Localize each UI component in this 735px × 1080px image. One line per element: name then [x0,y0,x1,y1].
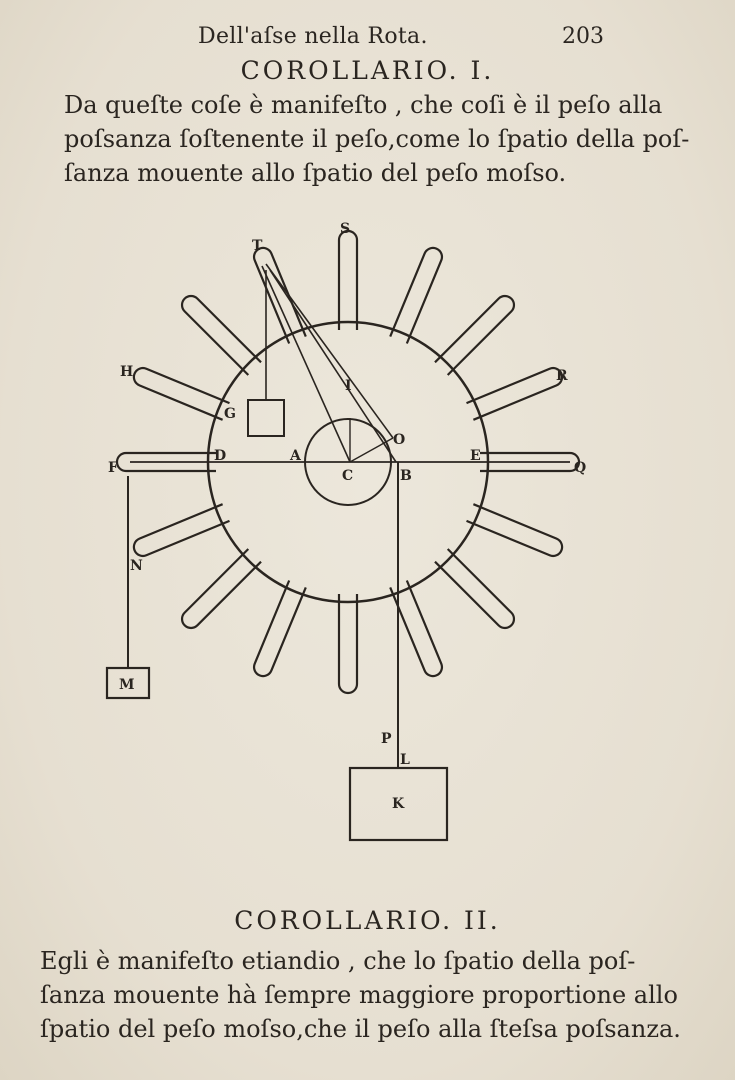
wheel-spoke [134,368,230,420]
figure-label-m: M [119,677,135,693]
figure-label-l: L [400,752,410,768]
figure-label-i: I [345,378,352,394]
wheel-spoke [134,504,230,556]
figure-label-t: T [252,238,263,254]
figure-labels [108,221,586,812]
corollary-2-line: ſanza mouente hà ſempre maggiore proportione allo [40,981,678,1009]
running-head: Dell'aſse nella Rota. [198,24,428,49]
figure-label-k: K [392,796,405,812]
corollary-2-line: ſpatio del peſo moſso,che il peſo alla ſteſsa poſsanza. [40,1015,681,1043]
corollary-2-heading: COROLLARIO. II. [234,906,501,935]
line-T-B [270,270,396,462]
line-T-C [262,266,350,462]
figure-label-s: S [340,221,351,237]
line-C-O [350,438,393,462]
wheel-spoke [254,581,306,677]
figure-label-e: E [470,448,481,464]
page-number: 203 [562,24,604,49]
wheel-spoke [339,594,357,693]
line-T-O [266,264,393,438]
figure-label-g: G [224,406,236,422]
wheel-spoke [254,248,306,344]
figure-label-q: Q [574,460,587,476]
figure-label-b: B [400,468,412,484]
figure-label-h: H [120,364,134,380]
corollary-1-line: Da queſte coſe è manifeſto , che coſi è il peſo alla [64,91,663,119]
figure-label-o: O [393,432,406,448]
figure-label-f: F [108,460,118,476]
corollary-1-line: ſanza mouente allo ſpatio del peſo moſso. [64,159,567,187]
figure-label-n: N [130,558,143,574]
figure-label-d: D [214,448,227,464]
wheel-spoke [390,248,442,344]
wheel-spoke [467,504,563,556]
corollary-1-line: poſsanza ſoſtenente il peſo,come lo ſpatio della poſ- [64,125,690,153]
corollary-2-line: Egli è manifeſto etiandio , che lo ſpatio della poſ- [40,947,636,975]
figure-label-a: A [290,448,301,464]
corollary-2-text [40,944,681,1046]
wheel-spoke [467,368,563,420]
figure-label-p: P [381,731,392,747]
corollary-1-heading: COROLLARIO. I. [240,56,495,85]
figure-label-c: C [342,468,354,484]
wheel-spoke [339,231,357,330]
figure-label-r: R [556,368,568,384]
weight-G [248,400,284,436]
